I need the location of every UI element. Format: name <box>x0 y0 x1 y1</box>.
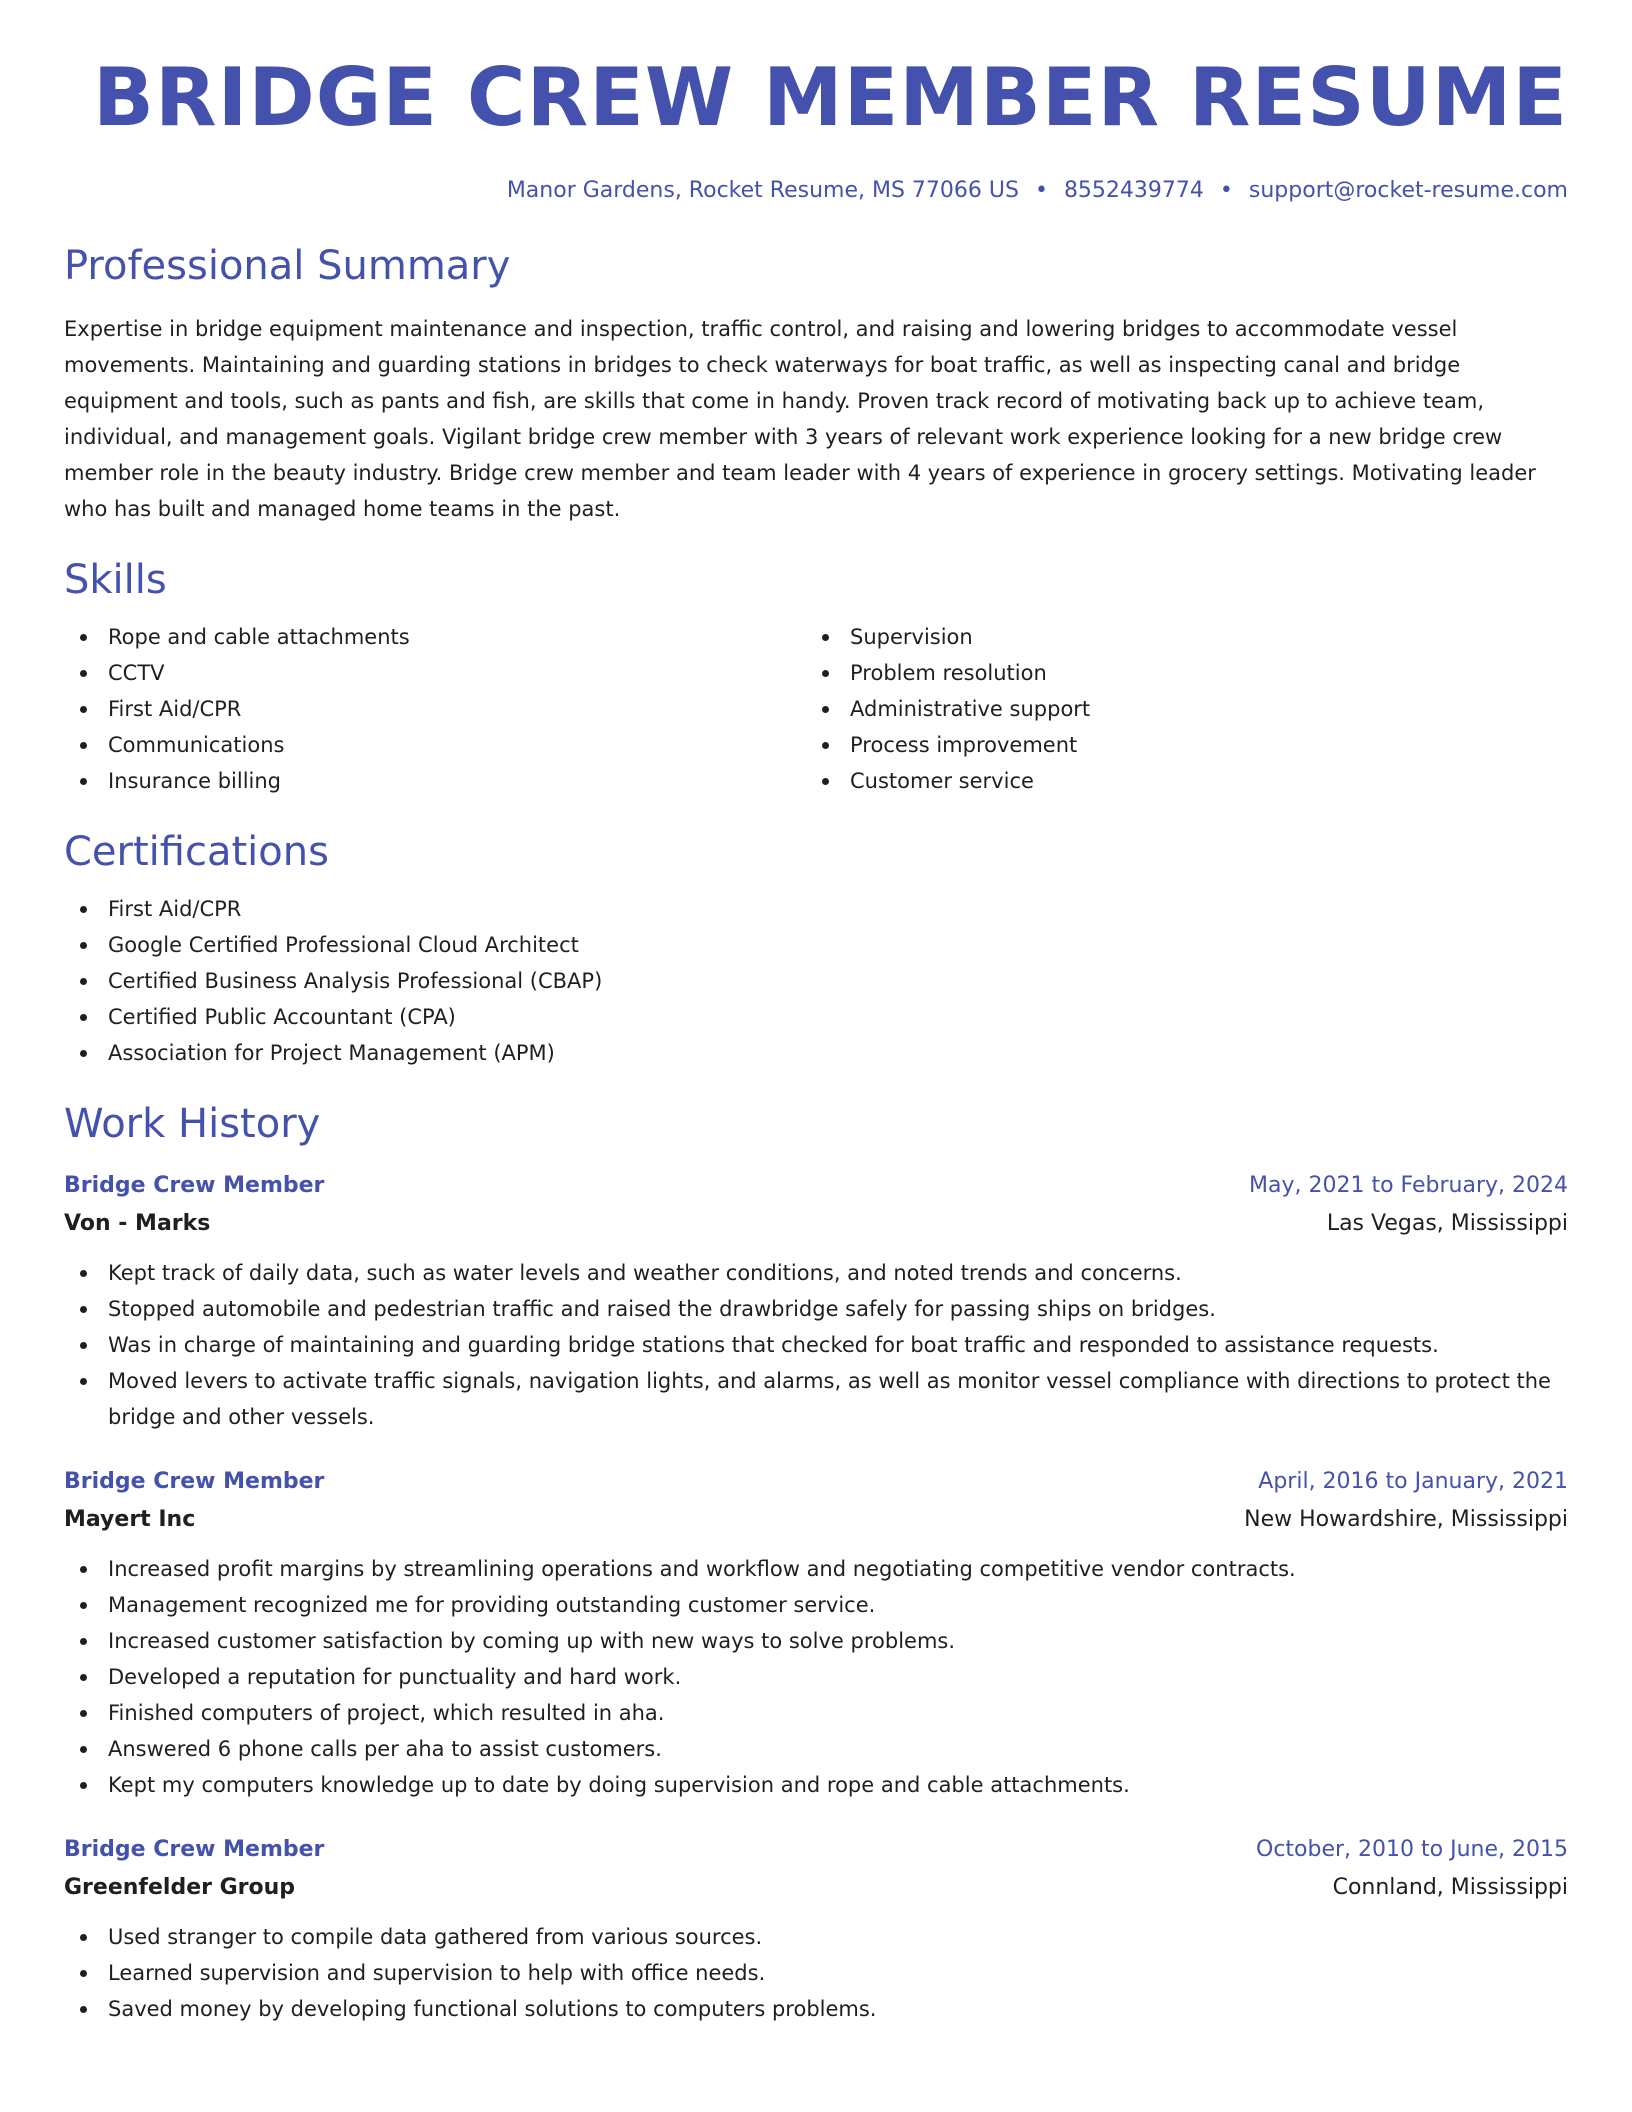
duty-text: Increased profit margins by streamlining operations and workflow and negotiating competitive vendor contracts. <box>108 1557 1296 1581</box>
list-item <box>806 619 1548 655</box>
bullet-icon <box>822 778 829 785</box>
list-item <box>806 691 1548 727</box>
duty-text: Stopped automobile and pedestrian traffic and raised the drawbridge safely for passing ships on bridges. <box>108 1297 1216 1321</box>
bullet-icon <box>822 634 829 641</box>
contact-email[interactable]: support@rocket-resume.com <box>1248 178 1568 203</box>
bullet-icon <box>80 1782 87 1789</box>
contact-address: Manor Gardens, Rocket Resume, MS 77066 US <box>506 178 1019 203</box>
list-item <box>64 1551 1568 1587</box>
skill-label: First Aid/CPR <box>108 697 242 721</box>
certifications-section <box>64 827 1568 1071</box>
job-company-row <box>64 1205 1568 1243</box>
list-item <box>64 1623 1568 1659</box>
bullet-icon <box>80 778 87 785</box>
skills-list-left <box>64 619 806 799</box>
list-item <box>64 999 1568 1035</box>
duty-text: Answered 6 phone calls per aha to assist customers. <box>108 1737 662 1761</box>
summary-section <box>64 241 1568 527</box>
bullet-icon <box>80 2006 87 2013</box>
bullet-icon <box>80 978 87 985</box>
list-item <box>806 727 1548 763</box>
job-company: Greenfelder Group <box>64 1875 296 1900</box>
job-company-row <box>64 1869 1568 1907</box>
job-header-row <box>64 1831 1568 1869</box>
job-entry <box>64 1167 1568 1435</box>
list-item <box>64 1919 1568 1955</box>
job-title: Bridge Crew Member <box>64 1469 325 1494</box>
bullet-icon <box>80 942 87 949</box>
bullet-icon <box>80 1710 87 1717</box>
contact-phone[interactable]: 8552439774 <box>1063 178 1204 203</box>
list-item <box>64 1363 1568 1435</box>
list-item <box>64 1587 1568 1623</box>
duty-text: Used stranger to compile data gathered from various sources. <box>108 1925 763 1949</box>
job-duties-list <box>64 1551 1568 1803</box>
job-company-row <box>64 1501 1568 1539</box>
skill-label: Customer service <box>850 769 1034 793</box>
skill-label: Administrative support <box>850 697 1091 721</box>
work-history-heading: Work History <box>64 1101 321 1147</box>
certification-label: Google Certified Professional Cloud Architect <box>108 933 579 957</box>
skills-grid <box>64 605 1568 799</box>
list-item <box>64 1955 1568 1991</box>
list-item <box>64 963 1568 999</box>
list-item <box>64 1291 1568 1327</box>
job-duties-list <box>64 1919 1568 2027</box>
job-company: Mayert Inc <box>64 1507 196 1532</box>
contact-separator: • <box>1034 178 1048 203</box>
summary-heading: Professional Summary <box>64 243 511 289</box>
summary-text: Expertise in bridge equipment maintenance and inspection, traffic control, and raising and lowering bridges to accommodate vessel movements. Maintaining and guarding stations in bridges to check waterways for boat traffic, as well as inspecting canal and bridge equipment and tools, such as pants and fish, are skills that come in handy. Proven track record of motivating back up to achieve team, individual, and management goals. Vigilant bridge crew member with 3 years of relevant work experience looking for a new bridge crew member role in the beauty industry. Bridge crew member and team leader with 4 years of experience in grocery settings. Motivating leader who has built and managed home teams in the past. <box>64 317 1536 521</box>
list-item <box>64 1255 1568 1291</box>
bullet-icon <box>80 906 87 913</box>
job-header-row <box>64 1463 1568 1501</box>
bullet-icon <box>80 742 87 749</box>
duty-text: Kept my computers knowledge up to date by doing supervision and rope and cable attachments. <box>108 1773 1130 1797</box>
contact-separator: • <box>1219 178 1233 203</box>
work-history-section <box>64 1099 1568 2027</box>
job-duties-list <box>64 1255 1568 1435</box>
skill-label: Insurance billing <box>108 769 282 793</box>
bullet-icon <box>80 1342 87 1349</box>
duty-text: Learned supervision and supervision to help with office needs. <box>108 1961 766 1985</box>
bullet-icon <box>822 670 829 677</box>
bullet-icon <box>80 1746 87 1753</box>
bullet-icon <box>822 706 829 713</box>
skills-list-right <box>806 619 1548 799</box>
job-title: Bridge Crew Member <box>64 1837 325 1862</box>
list-item <box>64 691 806 727</box>
bullet-icon <box>80 1970 87 1977</box>
list-item <box>64 1991 1568 2027</box>
contact-line <box>64 178 1568 203</box>
bullet-icon <box>80 1566 87 1573</box>
skill-label: Rope and cable attachments <box>108 625 410 649</box>
duty-text: Management recognized me for providing outstanding customer service. <box>108 1593 876 1617</box>
duty-text: Moved levers to activate traffic signals, navigation lights, and alarms, as well as monitor vessel compliance with directions to protect the bridge and other vessels. <box>108 1369 1551 1429</box>
duty-text: Finished computers of project, which resulted in aha. <box>108 1701 665 1725</box>
job-dates: October, 2010 to June, 2015 <box>1256 1837 1568 1862</box>
certification-label: First Aid/CPR <box>108 897 242 921</box>
bullet-icon <box>80 1378 87 1385</box>
duty-text: Developed a reputation for punctuality and hard work. <box>108 1665 682 1689</box>
list-item <box>64 891 1568 927</box>
list-item <box>64 727 806 763</box>
list-item <box>64 1035 1568 1071</box>
resume-title: BRIDGE CREW MEMBER RESUME <box>93 51 1568 144</box>
certification-label: Certified Public Accountant (CPA) <box>108 1005 456 1029</box>
bullet-icon <box>80 634 87 641</box>
bullet-icon <box>80 1270 87 1277</box>
bullet-icon <box>80 706 87 713</box>
list-item <box>64 763 806 799</box>
job-header-row <box>64 1167 1568 1205</box>
certifications-list <box>64 891 1568 1071</box>
skill-label: Communications <box>108 733 285 757</box>
list-item <box>64 1327 1568 1363</box>
bullet-icon <box>80 1050 87 1057</box>
job-dates: May, 2021 to February, 2024 <box>1249 1173 1568 1198</box>
job-entry <box>64 1463 1568 1803</box>
bullet-icon <box>822 742 829 749</box>
list-item <box>64 1731 1568 1767</box>
bullet-icon <box>80 670 87 677</box>
job-entry <box>64 1831 1568 2027</box>
list-item <box>64 619 806 655</box>
skill-label: Supervision <box>850 625 973 649</box>
list-item <box>806 763 1548 799</box>
duty-text: Was in charge of maintaining and guarding bridge stations that checked for boat traffic and responded to assistance requests. <box>108 1333 1439 1357</box>
job-location: Connland, Mississippi <box>1332 1875 1568 1900</box>
bullet-icon <box>80 1674 87 1681</box>
list-item <box>806 655 1548 691</box>
skill-label: Process improvement <box>850 733 1078 757</box>
bullet-icon <box>80 1306 87 1313</box>
list-item <box>64 927 1568 963</box>
certification-label: Certified Business Analysis Professional (CBAP) <box>108 969 603 993</box>
job-company: Von - Marks <box>64 1211 211 1236</box>
certification-label: Association for Project Management (APM) <box>108 1041 555 1065</box>
bullet-icon <box>80 1602 87 1609</box>
list-item <box>64 1659 1568 1695</box>
list-item <box>64 1767 1568 1803</box>
skill-label: CCTV <box>108 661 165 685</box>
skills-heading: Skills <box>64 557 167 603</box>
skills-section <box>64 555 1568 799</box>
list-item <box>64 655 806 691</box>
job-location: Las Vegas, Mississippi <box>1326 1211 1568 1236</box>
job-title: Bridge Crew Member <box>64 1173 325 1198</box>
job-location: New Howardshire, Mississippi <box>1244 1507 1568 1532</box>
duty-text: Saved money by developing functional solutions to computers problems. <box>108 1997 877 2021</box>
duty-text: Increased customer satisfaction by coming up with new ways to solve problems. <box>108 1629 956 1653</box>
bullet-icon <box>80 1934 87 1941</box>
bullet-icon <box>80 1014 87 1021</box>
job-dates: April, 2016 to January, 2021 <box>1258 1469 1568 1494</box>
certifications-heading: Certifications <box>64 829 329 875</box>
list-item <box>64 1695 1568 1731</box>
skill-label: Problem resolution <box>850 661 1047 685</box>
duty-text: Kept track of daily data, such as water levels and weather conditions, and noted trends and concerns. <box>108 1261 1182 1285</box>
bullet-icon <box>80 1638 87 1645</box>
